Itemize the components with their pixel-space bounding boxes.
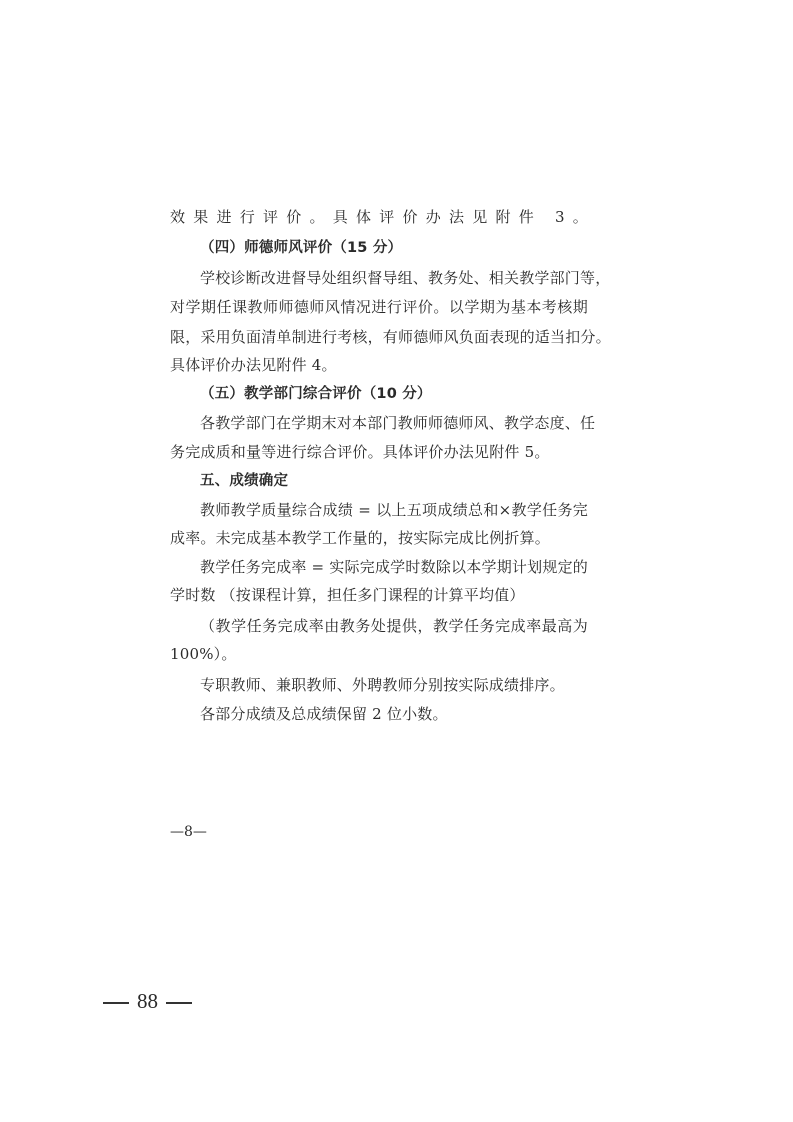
section-heading-4: （四）师德师风评价（15 分） xyxy=(200,240,403,256)
footer-page-number xyxy=(103,989,192,1014)
paragraph-line: 务完成质和量等进行综合评价。具体评价办法见附件 5。 xyxy=(170,443,550,461)
paragraph-line: 效果进行评价。具体评价办法见附件 3。 xyxy=(170,208,588,226)
paragraph-line: 对学期任课教师师德师风情况进行评价。以学期为基本考核期 xyxy=(170,298,588,316)
paragraph-line: 各教学部门在学期末对本部门教师师德师风、教学态度、任 xyxy=(200,414,596,432)
footer-page-value: 88 xyxy=(137,989,158,1013)
paragraph-line: 专职教师、兼职教师、外聘教师分别按实际成绩排序。 xyxy=(200,676,565,694)
paragraph-line: （教学任务完成率由教务处提供，教学任务完成率最高为 xyxy=(200,617,588,635)
paragraph-line: 100%）。 xyxy=(170,645,237,663)
paragraph-line: 具体评价办法见附件 4。 xyxy=(170,356,337,374)
paragraph-line: 成率。未完成基本教学工作量的，按实际完成比例折算。 xyxy=(170,529,551,547)
paragraph-line: 教学任务完成率 = 实际完成学时数除以本学期计划规定的 xyxy=(200,558,588,576)
footer-dash-right xyxy=(166,1002,192,1004)
footer-dash-left xyxy=(103,1002,129,1004)
section-heading-v: 五、成绩确定 xyxy=(200,473,289,489)
paragraph-line: 学时数 （按课程计算，担任多门课程的计算平均值） xyxy=(170,586,525,604)
paragraph-line: 各部分成绩及总成绩保留 2 位小数。 xyxy=(200,705,448,723)
section-heading-5: （五）教学部门综合评价（10 分） xyxy=(200,386,432,402)
page-number: —8— xyxy=(170,824,207,840)
paragraph-line: 学校诊断改进督导处组织督导组、教务处、相关教学部门等， xyxy=(200,269,611,287)
paragraph-line: 限，采用负面清单制进行考核，有师德师风负面表现的适当扣分。 xyxy=(170,328,611,346)
paragraph-line: 教师教学质量综合成绩 = 以上五项成绩总和×教学任务完 xyxy=(200,501,588,519)
